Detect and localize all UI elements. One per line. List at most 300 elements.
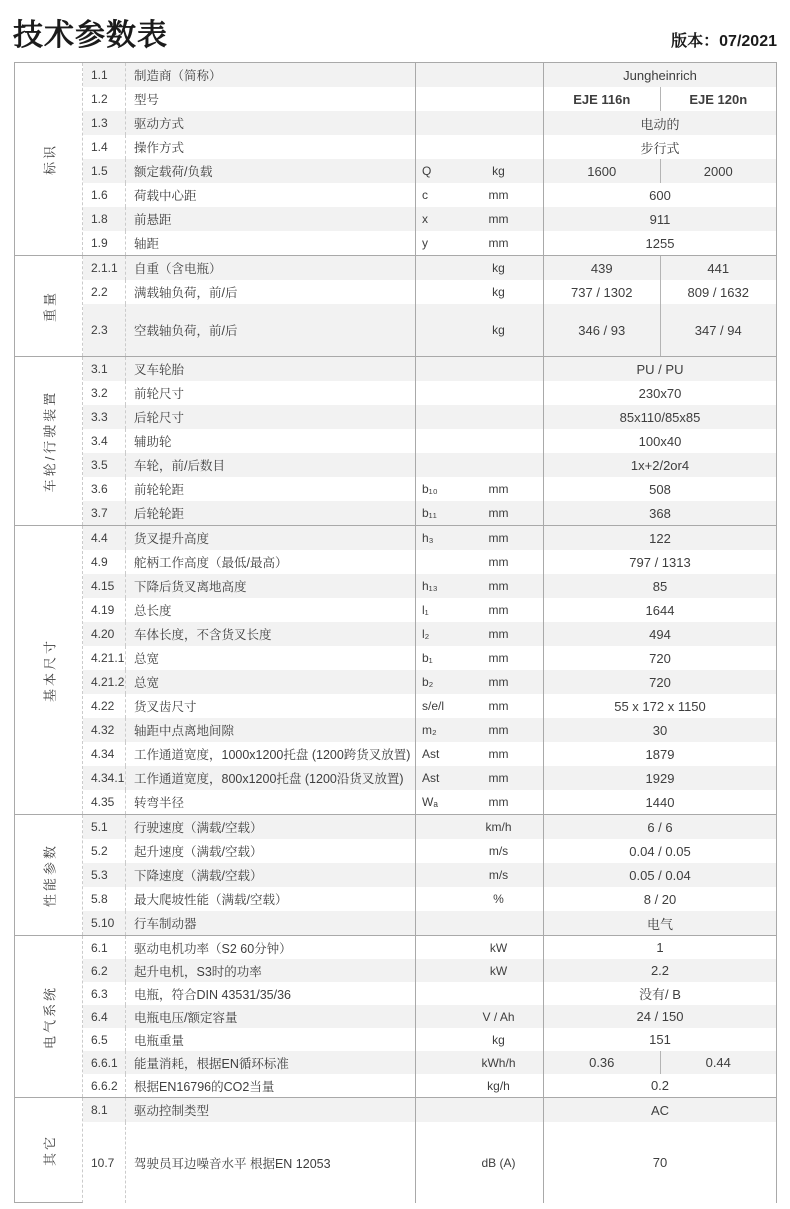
unit-cell: kg: [492, 285, 505, 299]
symbol-cell: l₁: [422, 603, 429, 617]
symbol-cell: b₁: [422, 651, 433, 665]
symbol-cell: s/e/l: [422, 699, 445, 713]
row-number-cell: 3.1: [83, 357, 126, 381]
symbol-unit-cell: [415, 646, 543, 670]
row-number-cell: 5.8: [83, 887, 126, 911]
section-label: 车轮/行驶装置: [42, 389, 57, 493]
symbol-unit-cell: [415, 815, 543, 839]
values-cell: [543, 453, 776, 477]
table-row: [83, 574, 776, 598]
param-name-cell: 驱动方式: [134, 117, 185, 131]
values-cell: [543, 1098, 776, 1122]
symbol-unit-cell: [415, 839, 543, 863]
symbol-unit-cell: [415, 670, 543, 694]
table-row: [83, 159, 776, 183]
row-number-cell: 2.2: [83, 280, 126, 304]
value-cell: 100x40: [638, 433, 682, 449]
value-cell: 85: [652, 578, 668, 594]
value-cell: 737 / 1302: [571, 284, 633, 300]
row-number-cell: 3.3: [83, 405, 126, 429]
symbol-unit-cell: [415, 694, 543, 718]
row-number-cell: 4.4: [83, 526, 126, 550]
row-number-cell: 4.32: [83, 718, 126, 742]
param-name-cell: 辅助轮: [134, 435, 172, 449]
table-section: [15, 935, 776, 1097]
section-label-column: [15, 357, 83, 525]
row-number-cell: 3.5: [83, 453, 126, 477]
row-number-cell: 1.6: [83, 183, 126, 207]
value-cell: 347 / 94: [660, 304, 777, 356]
table-row: [83, 815, 776, 839]
section-label: 重量: [42, 289, 57, 323]
row-number-cell: 3.4: [83, 429, 126, 453]
value-cell: 电动的: [640, 116, 680, 132]
param-name-cell: 能量消耗，根据EN循环标准: [134, 1056, 289, 1071]
section-rows: [83, 1098, 776, 1203]
param-name-cell: 行驶速度（满载/空载）: [134, 821, 263, 835]
param-name-cell: 电瓶电压/额定容量: [134, 1010, 238, 1025]
symbol-unit-cell: [415, 982, 543, 1005]
value-cell: 电气: [646, 916, 673, 932]
unit-cell: mm: [488, 651, 509, 665]
value-cell: 0.36: [589, 1055, 615, 1070]
table-row: [83, 207, 776, 231]
value-cell: 1255: [645, 235, 675, 251]
unit-cell: kg: [492, 323, 505, 337]
row-number-cell: 1.5: [83, 159, 126, 183]
row-number-cell: 6.6.1: [83, 1051, 126, 1074]
value-cell: 122: [649, 530, 671, 546]
values-cell: [543, 598, 776, 622]
values-cell: [543, 622, 776, 646]
values-cell: [543, 357, 776, 381]
symbol-unit-cell: [415, 959, 543, 982]
symbol-unit-cell: [415, 135, 543, 159]
table-row: [83, 111, 776, 135]
symbol-unit-cell: [415, 87, 543, 111]
table-row: [83, 863, 776, 887]
values-cell: [543, 1122, 776, 1203]
value-cell: 24 / 150: [636, 1009, 684, 1024]
section-label: 基本尺寸: [42, 637, 57, 703]
unit-cell: mm: [488, 236, 509, 250]
symbol-cell: Ast: [422, 771, 440, 785]
section-label-column: [15, 936, 83, 1097]
param-name-cell: 型号: [134, 93, 160, 107]
param-name-cell: 转弯半径: [134, 796, 185, 810]
param-name-cell: 后轮尺寸: [134, 411, 185, 425]
value-cell: 1440: [645, 794, 675, 810]
table-row: [83, 742, 776, 766]
values-cell: [543, 381, 776, 405]
value-cell: 2000: [660, 159, 777, 183]
value-cell: 0.04 / 0.05: [629, 843, 691, 859]
symbol-unit-cell: [415, 742, 543, 766]
value-cell: 30: [652, 722, 668, 738]
values-cell: [543, 111, 776, 135]
value-cell: 55 x 172 x 1150: [614, 698, 706, 714]
symbol-cell: m₂: [422, 723, 437, 737]
table-row: [83, 1028, 776, 1051]
param-name-cell: 空载轴负荷，前/后: [134, 324, 238, 338]
param-name-cell: 根据EN16796的CO2当量: [134, 1079, 275, 1094]
row-number-cell: 5.2: [83, 839, 126, 863]
symbol-unit-cell: [415, 526, 543, 550]
unit-cell: m/s: [488, 844, 509, 858]
unit-cell: kW: [489, 940, 508, 955]
value-cell: 步行式: [640, 140, 680, 156]
values-cell: [543, 429, 776, 453]
section-label-column: [15, 63, 83, 255]
symbol-cell: b₁₁: [422, 506, 437, 520]
section-rows: [83, 357, 776, 525]
values-cell: [543, 790, 776, 814]
value-cell: 6 / 6: [647, 819, 673, 835]
table-row: [83, 183, 776, 207]
row-number-cell: 4.35: [83, 790, 126, 814]
param-name-cell: 总长度: [134, 604, 172, 618]
table-row: [83, 622, 776, 646]
symbol-unit-cell: [415, 381, 543, 405]
value-cell: 85x110/85x85: [619, 409, 701, 425]
symbol-cell: Q: [422, 164, 432, 178]
table-row: [83, 87, 776, 111]
values-cell: [543, 304, 776, 356]
value-cell: 346 / 93: [578, 322, 626, 338]
values-cell: [543, 87, 776, 111]
values-cell: [543, 1028, 776, 1051]
row-number-cell: 3.2: [83, 381, 126, 405]
param-name-cell: 下降速度（满载/空载）: [134, 869, 263, 883]
values-cell: [543, 1074, 776, 1097]
symbol-unit-cell: [415, 766, 543, 790]
values-cell: [543, 887, 776, 911]
param-name-cell: 轴距: [134, 237, 160, 251]
param-name-cell: 车体长度，不含货叉长度: [134, 628, 272, 642]
row-number-cell: 3.6: [83, 477, 126, 501]
symbol-unit-cell: [415, 453, 543, 477]
value-cell: 230x70: [638, 385, 682, 401]
values-cell: [543, 405, 776, 429]
param-name-cell: 后轮轮距: [134, 507, 185, 521]
value-cell: 368: [649, 505, 671, 521]
symbol-unit-cell: [415, 256, 543, 280]
table-row: [83, 135, 776, 159]
unit-cell: mm: [488, 699, 509, 713]
section-rows: [83, 63, 776, 255]
unit-cell: mm: [488, 771, 509, 785]
values-cell: [543, 670, 776, 694]
row-number-cell: 1.9: [83, 231, 126, 255]
section-label: 性能参数: [42, 842, 57, 908]
table-row: [83, 453, 776, 477]
table-row: [83, 231, 776, 255]
param-name-cell: 最大爬坡性能（满载/空载）: [134, 893, 288, 907]
value-cell: 1x+2/2or4: [630, 457, 690, 473]
section-label: 标识: [42, 142, 57, 176]
value-cell: 2.2: [650, 963, 670, 978]
table-section: [15, 63, 776, 255]
row-number-cell: 1.1: [83, 63, 126, 87]
table-row: [83, 790, 776, 814]
symbol-unit-cell: [415, 1005, 543, 1028]
value-cell: 797 / 1313: [629, 554, 691, 570]
row-number-cell: 6.3: [83, 982, 126, 1005]
symbol-cell: b₂: [422, 675, 434, 689]
value-cell: 720: [649, 674, 671, 690]
param-name-cell: 自重（含电瓶）: [134, 262, 222, 276]
unit-cell: mm: [488, 531, 509, 545]
symbol-unit-cell: [415, 622, 543, 646]
symbol-unit-cell: [415, 911, 543, 935]
unit-cell: kW: [489, 963, 508, 978]
value-cell: 439: [590, 260, 613, 276]
section-label-column: [15, 1098, 83, 1203]
unit-cell: mm: [488, 603, 509, 617]
symbol-unit-cell: [415, 936, 543, 959]
unit-cell: dB (A): [481, 1155, 516, 1170]
param-name-cell: 操作方式: [134, 141, 185, 155]
values-cell: [543, 1051, 776, 1074]
section-label-column: [15, 526, 83, 814]
row-number-cell: 4.15: [83, 574, 126, 598]
symbol-unit-cell: [415, 1074, 543, 1097]
table-row: [83, 526, 776, 550]
row-number-cell: 6.2: [83, 959, 126, 982]
symbol-unit-cell: [415, 477, 543, 501]
value-cell: 720: [649, 650, 671, 666]
section-label-column: [15, 256, 83, 356]
values-cell: [543, 839, 776, 863]
table-row: [83, 63, 776, 87]
table-row: [83, 357, 776, 381]
param-name-cell: 行车制动器: [134, 917, 197, 931]
param-name-cell: 舵柄工作高度（最低/最高）: [134, 556, 288, 570]
param-name-cell: 满载轴负荷，前/后: [134, 286, 238, 300]
unit-cell: V / Ah: [482, 1009, 515, 1024]
value-cell: 0.44: [660, 1051, 777, 1074]
section-rows: [83, 256, 776, 356]
value-cell: 1644: [645, 602, 675, 618]
values-cell: [543, 766, 776, 790]
param-name-cell: 电瓶重量: [134, 1033, 185, 1048]
table-row: [83, 670, 776, 694]
page-title: 技术参数表: [13, 19, 168, 52]
param-name-cell: 工作通道宽度，800x1200托盘 (1200沿货叉放置): [134, 772, 404, 786]
table-section: [15, 255, 776, 356]
value-cell: 0.05 / 0.04: [629, 867, 691, 883]
row-number-cell: 6.4: [83, 1005, 126, 1028]
param-name-cell: 额定载荷/负载: [134, 165, 213, 179]
unit-cell: m/s: [488, 868, 509, 882]
table-row: [83, 1051, 776, 1074]
value-cell: 1600: [587, 163, 617, 179]
symbol-cell: c: [422, 188, 428, 202]
param-name-cell: 起升电机，S3时的功率: [134, 964, 262, 979]
unit-cell: mm: [488, 555, 509, 569]
symbol-unit-cell: [415, 304, 543, 356]
table-row: [83, 646, 776, 670]
row-number-cell: 4.20: [83, 622, 126, 646]
unit-cell: mm: [488, 212, 509, 226]
unit-cell: mm: [488, 579, 509, 593]
row-number-cell: 3.7: [83, 501, 126, 525]
param-name-cell: 荷载中心距: [134, 189, 197, 203]
value-cell: EJE 116n: [573, 91, 631, 107]
unit-cell: mm: [488, 723, 509, 737]
row-number-cell: 10.7: [83, 1122, 126, 1203]
symbol-unit-cell: [415, 183, 543, 207]
symbol-cell: x: [422, 212, 428, 226]
section-label-column: [15, 815, 83, 935]
table-row: [83, 982, 776, 1005]
value-cell: PU / PU: [636, 361, 684, 377]
value-cell: 0.2: [650, 1078, 670, 1093]
param-name-cell: 货叉齿尺寸: [134, 700, 197, 714]
values-cell: [543, 183, 776, 207]
table-row: [83, 766, 776, 790]
symbol-unit-cell: [415, 501, 543, 525]
symbol-unit-cell: [415, 1098, 543, 1122]
unit-cell: kg: [492, 261, 505, 275]
symbol-unit-cell: [415, 718, 543, 742]
symbol-cell: h₃: [422, 531, 434, 545]
values-cell: [543, 550, 776, 574]
symbol-unit-cell: [415, 111, 543, 135]
param-name-cell: 制造商（简称）: [134, 69, 222, 83]
symbol-cell: b₁₀: [422, 482, 438, 496]
table-row: [83, 477, 776, 501]
values-cell: [543, 256, 776, 280]
row-number-cell: 1.3: [83, 111, 126, 135]
values-cell: [543, 207, 776, 231]
table-section: [15, 525, 776, 814]
row-number-cell: 5.1: [83, 815, 126, 839]
symbol-unit-cell: [415, 1122, 543, 1203]
values-cell: [543, 526, 776, 550]
param-name-cell: 前轮轮距: [134, 483, 185, 497]
param-name-cell: 驱动控制类型: [134, 1104, 210, 1118]
values-cell: [543, 911, 776, 935]
param-name-cell: 轴距中点离地间隙: [134, 724, 235, 738]
symbol-unit-cell: [415, 550, 543, 574]
symbol-cell: Wₐ: [422, 795, 438, 809]
value-cell: 151: [649, 1032, 671, 1047]
table-row: [83, 911, 776, 935]
row-number-cell: 2.3: [83, 304, 126, 356]
unit-cell: mm: [488, 482, 509, 496]
param-name-cell: 车轮，前/后数目: [134, 459, 225, 473]
section-rows: [83, 936, 776, 1097]
row-number-cell: 4.21.1: [83, 646, 126, 670]
values-cell: [543, 694, 776, 718]
symbol-unit-cell: [415, 159, 543, 183]
values-cell: [543, 959, 776, 982]
table-row: [83, 1098, 776, 1122]
symbol-unit-cell: [415, 863, 543, 887]
values-cell: [543, 574, 776, 598]
unit-cell: kg: [492, 1032, 505, 1047]
table-row: [83, 280, 776, 304]
value-cell: 600: [649, 187, 671, 203]
symbol-cell: l₂: [422, 627, 430, 641]
row-number-cell: 4.34.1: [83, 766, 126, 790]
symbol-unit-cell: [415, 280, 543, 304]
table-row: [83, 429, 776, 453]
values-cell: [543, 159, 776, 183]
table-row: [83, 381, 776, 405]
table-row: [83, 839, 776, 863]
symbol-cell: y: [422, 236, 428, 250]
row-number-cell: 4.22: [83, 694, 126, 718]
spec-table: [14, 62, 777, 1203]
values-cell: [543, 501, 776, 525]
value-cell: 没有/ B: [639, 987, 681, 1002]
param-name-cell: 电瓶，符合DIN 43531/35/36: [134, 987, 292, 1002]
symbol-unit-cell: [415, 231, 543, 255]
table-row: [83, 550, 776, 574]
row-number-cell: 4.9: [83, 550, 126, 574]
param-name-cell: 前悬距: [134, 213, 172, 227]
unit-cell: mm: [488, 795, 509, 809]
value-cell: 8 / 20: [643, 891, 677, 907]
symbol-unit-cell: [415, 1051, 543, 1074]
symbol-unit-cell: [415, 790, 543, 814]
symbol-unit-cell: [415, 887, 543, 911]
param-name-cell: 货叉提升高度: [134, 532, 210, 546]
unit-cell: %: [493, 892, 504, 906]
value-cell: Jungheinrich: [623, 67, 697, 83]
table-row: [83, 694, 776, 718]
symbol-unit-cell: [415, 574, 543, 598]
row-number-cell: 5.10: [83, 911, 126, 935]
section-rows: [83, 526, 776, 814]
param-name-cell: 驾驶员耳边噪音水平 根据EN 12053: [134, 1156, 331, 1171]
param-name-cell: 前轮尺寸: [134, 387, 185, 401]
unit-cell: kWh/h: [481, 1055, 516, 1070]
symbol-unit-cell: [415, 357, 543, 381]
table-row: [83, 256, 776, 280]
param-name-cell: 起升速度（满载/空载）: [134, 845, 263, 859]
param-name-cell: 驱动电机功率（S2 60分钟）: [134, 941, 292, 956]
value-cell: 809 / 1632: [660, 280, 777, 304]
values-cell: [543, 982, 776, 1005]
value-cell: 494: [649, 626, 671, 642]
table-row: [83, 718, 776, 742]
values-cell: [543, 280, 776, 304]
table-row: [83, 1074, 776, 1097]
value-cell: 1879: [645, 746, 675, 762]
row-number-cell: 1.2: [83, 87, 126, 111]
unit-cell: mm: [488, 506, 509, 520]
version-label: 版本：07/2021: [671, 33, 777, 50]
section-label: 电气系统: [42, 984, 57, 1049]
row-number-cell: 6.1: [83, 936, 126, 959]
section-rows: [83, 815, 776, 935]
values-cell: [543, 646, 776, 670]
param-name-cell: 叉车轮胎: [134, 363, 185, 377]
table-row: [83, 959, 776, 982]
values-cell: [543, 742, 776, 766]
value-cell: 70: [652, 1155, 668, 1170]
values-cell: [543, 63, 776, 87]
value-cell: 1: [656, 940, 664, 955]
param-name-cell: 工作通道宽度，1000x1200托盘 (1200跨货叉放置): [134, 748, 411, 762]
row-number-cell: 6.5: [83, 1028, 126, 1051]
row-number-cell: 2.1.1: [83, 256, 126, 280]
values-cell: [543, 231, 776, 255]
value-cell: EJE 120n: [660, 87, 777, 111]
